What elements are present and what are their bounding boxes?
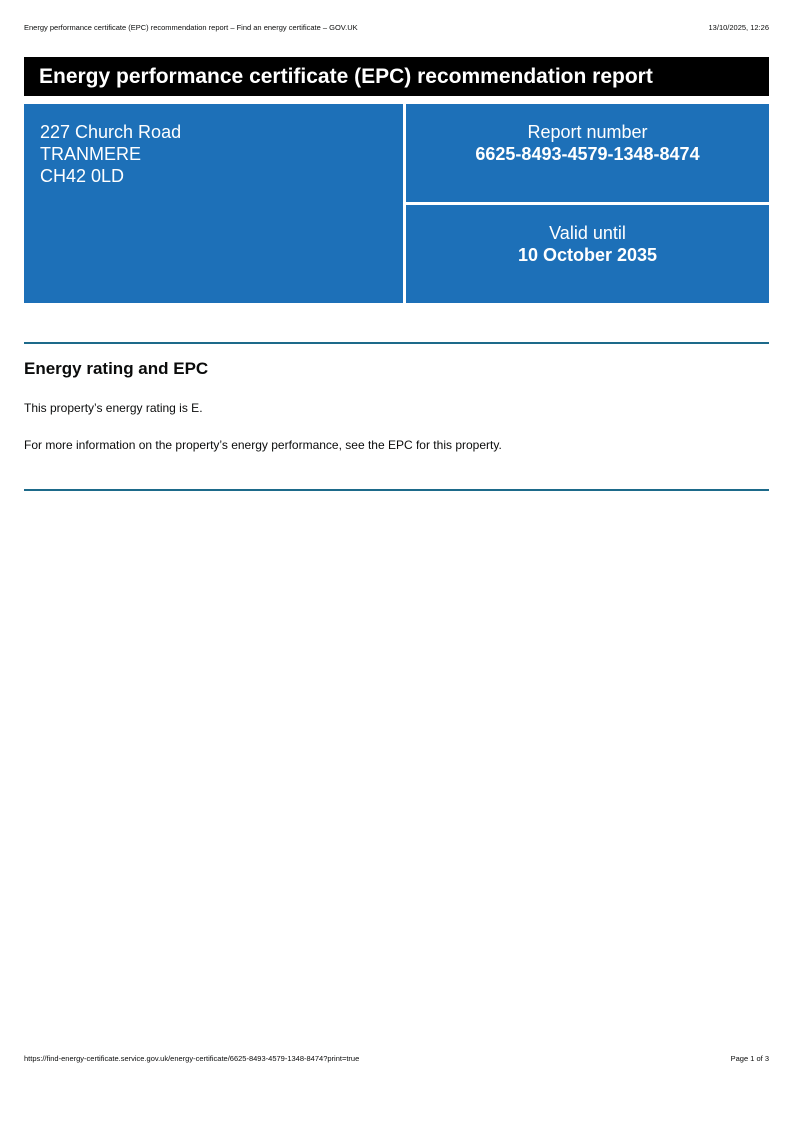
page-number: Page 1 of 3 (730, 1054, 769, 1063)
address-line-2: TRANMERE (40, 144, 142, 164)
report-title: Energy performance certificate (EPC) recommendation report (24, 57, 769, 96)
print-footer (24, 1054, 769, 1064)
section-heading: Energy rating and EPC (24, 359, 209, 378)
summary-panel (24, 104, 769, 303)
report-number-box (406, 104, 769, 202)
valid-until-label: Valid until (549, 223, 626, 243)
energy-rating-text: This property’s energy rating is E. (24, 401, 203, 415)
print-header (24, 23, 769, 33)
section-divider-top (24, 342, 769, 344)
address-postcode: CH42 0LD (40, 166, 125, 186)
print-page-title: Energy performance certificate (EPC) recommendation report – Find an energy certificate – GOV.UK (24, 23, 358, 32)
print-datetime: 13/10/2025, 12:26 (708, 23, 769, 32)
report-number-value: 6625-8493-4579-1348-8474 (475, 144, 700, 164)
address-box (24, 104, 403, 303)
address-line-1: 227 Church Road (40, 122, 182, 142)
valid-until-box (406, 205, 769, 303)
print-url: https://find-energy-certificate.service.gov.uk/energy-certificate/6625-8493-4579-1348-8474?print=true (24, 1054, 360, 1063)
section-divider-bottom (24, 489, 769, 491)
epc-info-text: For more information on the property’s energy performance, see the EPC for this property. (24, 438, 502, 452)
valid-until-value: 10 October 2035 (517, 245, 658, 265)
report-number-label: Report number (527, 122, 648, 142)
